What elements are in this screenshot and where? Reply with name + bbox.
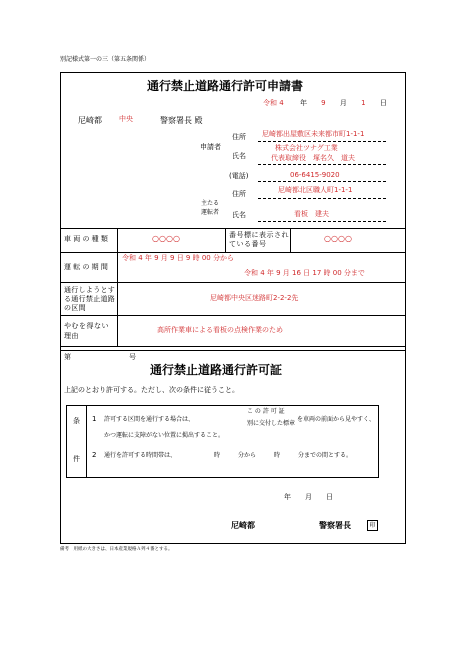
applicant-name-line: [258, 164, 386, 165]
date-month-unit: 月: [339, 99, 347, 107]
period-from: 令和 4 年 9 月 9 日 9 時 00 分から: [122, 254, 234, 262]
frame-bottom: [60, 543, 406, 544]
row-line-3: [60, 282, 406, 283]
section-label: 通行しようとする通行禁止道路の区間: [64, 286, 116, 312]
conditions-label-1: 条: [73, 417, 80, 425]
conditions-divider: [86, 405, 87, 477]
conditions-label-2: 件: [73, 455, 80, 463]
condition-1-option-2: 別に交付した標章: [247, 420, 296, 427]
permit-title: 通行禁止道路通行許可証: [150, 363, 283, 377]
label-column-line: [117, 228, 118, 346]
row-line-2: [60, 252, 406, 253]
condition-1-option-1: こ の 許 可 証: [247, 408, 285, 415]
applicant-name-label: 氏名: [232, 152, 246, 160]
period-label: 運 転 の 期 間: [64, 263, 108, 271]
applicant-representative: 代表取締役 塚名久 道夫: [271, 154, 355, 162]
application-title: 通行禁止道路通行許可申請書: [147, 79, 304, 93]
driver-label: 主たる運転者: [201, 200, 220, 216]
applicant-address: 尼崎都出屋敷区未来都市町1-1-1: [262, 130, 365, 138]
permit-date-line: 年 月 日: [284, 493, 333, 501]
date-year-unit: 年: [299, 99, 307, 107]
seal-mark: 印: [367, 520, 378, 531]
vehicle-type-label: 車 両 の 種 類: [64, 235, 108, 243]
condition-1-text-b: を車両の前面から見やすく、: [297, 416, 375, 423]
addressee-station: 中央: [119, 115, 133, 123]
reason-label: やむを得ない理由: [64, 322, 109, 340]
plate-label: 番号標に表示されている番号: [229, 231, 289, 248]
row-line-4: [60, 315, 406, 316]
driver-name: 看板 建夫: [294, 210, 329, 218]
driver-name-line: [258, 221, 386, 222]
addressee-title: 警察署長 殿: [160, 116, 203, 125]
applicant-address-label: 住所: [232, 133, 246, 141]
row-line-5: [60, 346, 406, 347]
issuer-prefecture: 尼崎都: [231, 521, 255, 530]
date-day-unit: 日: [379, 99, 387, 107]
frame-top: [60, 72, 406, 73]
condition-1-text-a: 許可する区間を通行する場合は、: [104, 416, 195, 423]
applicant-phone: 06-6415-9020: [290, 171, 340, 179]
applicant-phone-label: (電話): [229, 172, 249, 180]
driver-address: 尼崎都北区職人町1-1-1: [278, 186, 353, 194]
driver-address-line: [258, 198, 386, 199]
permit-intro: 上記のとおり許可する。ただし、次の条件に従うこと。: [64, 386, 239, 394]
date-month: 9: [321, 99, 326, 107]
applicant-company: 株式会社ツナグ工業: [275, 144, 338, 152]
condition-2-number: 2: [92, 451, 97, 459]
applicant-address-line: [258, 141, 386, 142]
applicant-label: 申請者: [200, 143, 221, 151]
addressee-prefecture: 尼崎都: [78, 116, 102, 125]
footer-note: 備考 用紙の大きさは、日本産業規格Ａ列４番とする。: [60, 547, 173, 552]
vehicle-type-value: ○○○○: [152, 234, 180, 243]
issuer-title: 警察署長: [319, 521, 351, 530]
date-era: 令和: [263, 99, 277, 107]
condition-2-time: 時 分から 時 分までの間とする。: [214, 452, 353, 459]
reason-value: 高所作業車による看板の点検作業のため: [157, 326, 283, 334]
driver-address-label: 住所: [232, 190, 246, 198]
plate-label-left-line: [225, 228, 226, 252]
plate-value: ○○○○: [324, 234, 352, 243]
frame-right: [405, 72, 406, 543]
date-day: 1: [361, 99, 366, 107]
condition-2-text-a: 通行を許可する時間帯は、: [104, 452, 177, 459]
permit-number-prefix: 第: [64, 353, 71, 361]
application-date: [263, 100, 387, 107]
driver-name-label: 氏名: [232, 211, 246, 219]
row-line-5b: [60, 350, 406, 351]
applicant-phone-line: [258, 181, 386, 182]
condition-1-text-c: かつ運転に支障がない位置に掲出すること。: [104, 432, 225, 439]
frame-left: [60, 72, 61, 543]
permit-number-suffix: 号: [129, 353, 136, 361]
section-value: 尼崎都中央区迷路町2-2-2先: [210, 294, 299, 302]
plate-label-right-line: [290, 228, 291, 252]
row-line-1: [60, 228, 406, 229]
condition-1-number: 1: [92, 415, 97, 423]
period-to: 令和 4 年 9 月 16 日 17 時 00 分まで: [244, 269, 365, 277]
date-year: 4: [279, 99, 284, 107]
form-label: 別記様式第一の三（第五条関係）: [60, 56, 151, 63]
